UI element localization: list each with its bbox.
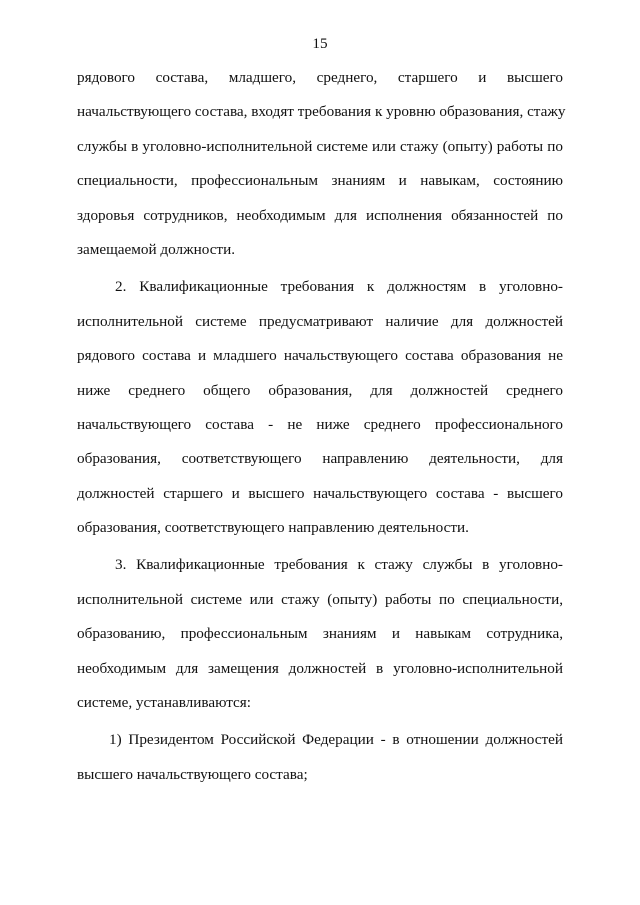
document-body <box>77 61 566 792</box>
text-line: службы в уголовно-исполнительной системе или стажу (опыту) работы по <box>77 137 563 155</box>
text-line: необходимым для замещения должностей в уголовно-исполнительной <box>77 659 563 677</box>
text-line: исполнительной системе или стажу (опыту) работы по специальности, <box>77 590 563 608</box>
text-line: рядового состава и младшего начальствующего состава образования не <box>77 347 563 365</box>
text-line: образованию, профессиональным знаниям и навыкам сотрудника, <box>77 625 563 643</box>
text-line: образования, соответствующего направлению деятельности. <box>77 519 469 537</box>
text-line: специальности, профессиональным знаниям и навыкам, состоянию <box>77 172 563 190</box>
text-line: замещаемой должности. <box>77 240 235 258</box>
paragraph-list-item-1 <box>77 723 563 792</box>
page-number: 15 <box>312 35 328 52</box>
text-line: исполнительной системе предусматривают наличие для должностей <box>77 312 563 330</box>
text-line: должностей старшего и высшего начальствующего состава - высшего <box>77 484 563 502</box>
text-line: 2. Квалификационные требования к должностям в уголовно- <box>115 278 563 296</box>
text-line: 3. Квалификационные требования к стажу службы в уголовно- <box>115 556 563 574</box>
paragraph-2 <box>77 270 563 545</box>
text-line: высшего начальствующего состава; <box>77 765 308 783</box>
paragraph-3 <box>77 548 563 720</box>
text-line: начальствующего состава, входят требования к уровню образования, стажу <box>77 103 566 121</box>
text-line: рядового состава, младшего, среднего, старшего и высшего <box>77 69 563 86</box>
text-line: образования, соответствующего направлению деятельности, для <box>77 450 563 468</box>
text-line: здоровья сотрудников, необходимым для исполнения обязанностей по <box>77 206 563 224</box>
text-line: ниже среднего общего образования, для должностей среднего <box>77 381 563 399</box>
text-line: системе, устанавливаются: <box>77 694 252 712</box>
paragraph-continuation <box>77 61 566 267</box>
text-line: 1) Президентом Российской Федерации - в отношении должностей <box>109 731 563 749</box>
text-line: начальствующего состава - не ниже среднего профессионального <box>77 415 563 433</box>
